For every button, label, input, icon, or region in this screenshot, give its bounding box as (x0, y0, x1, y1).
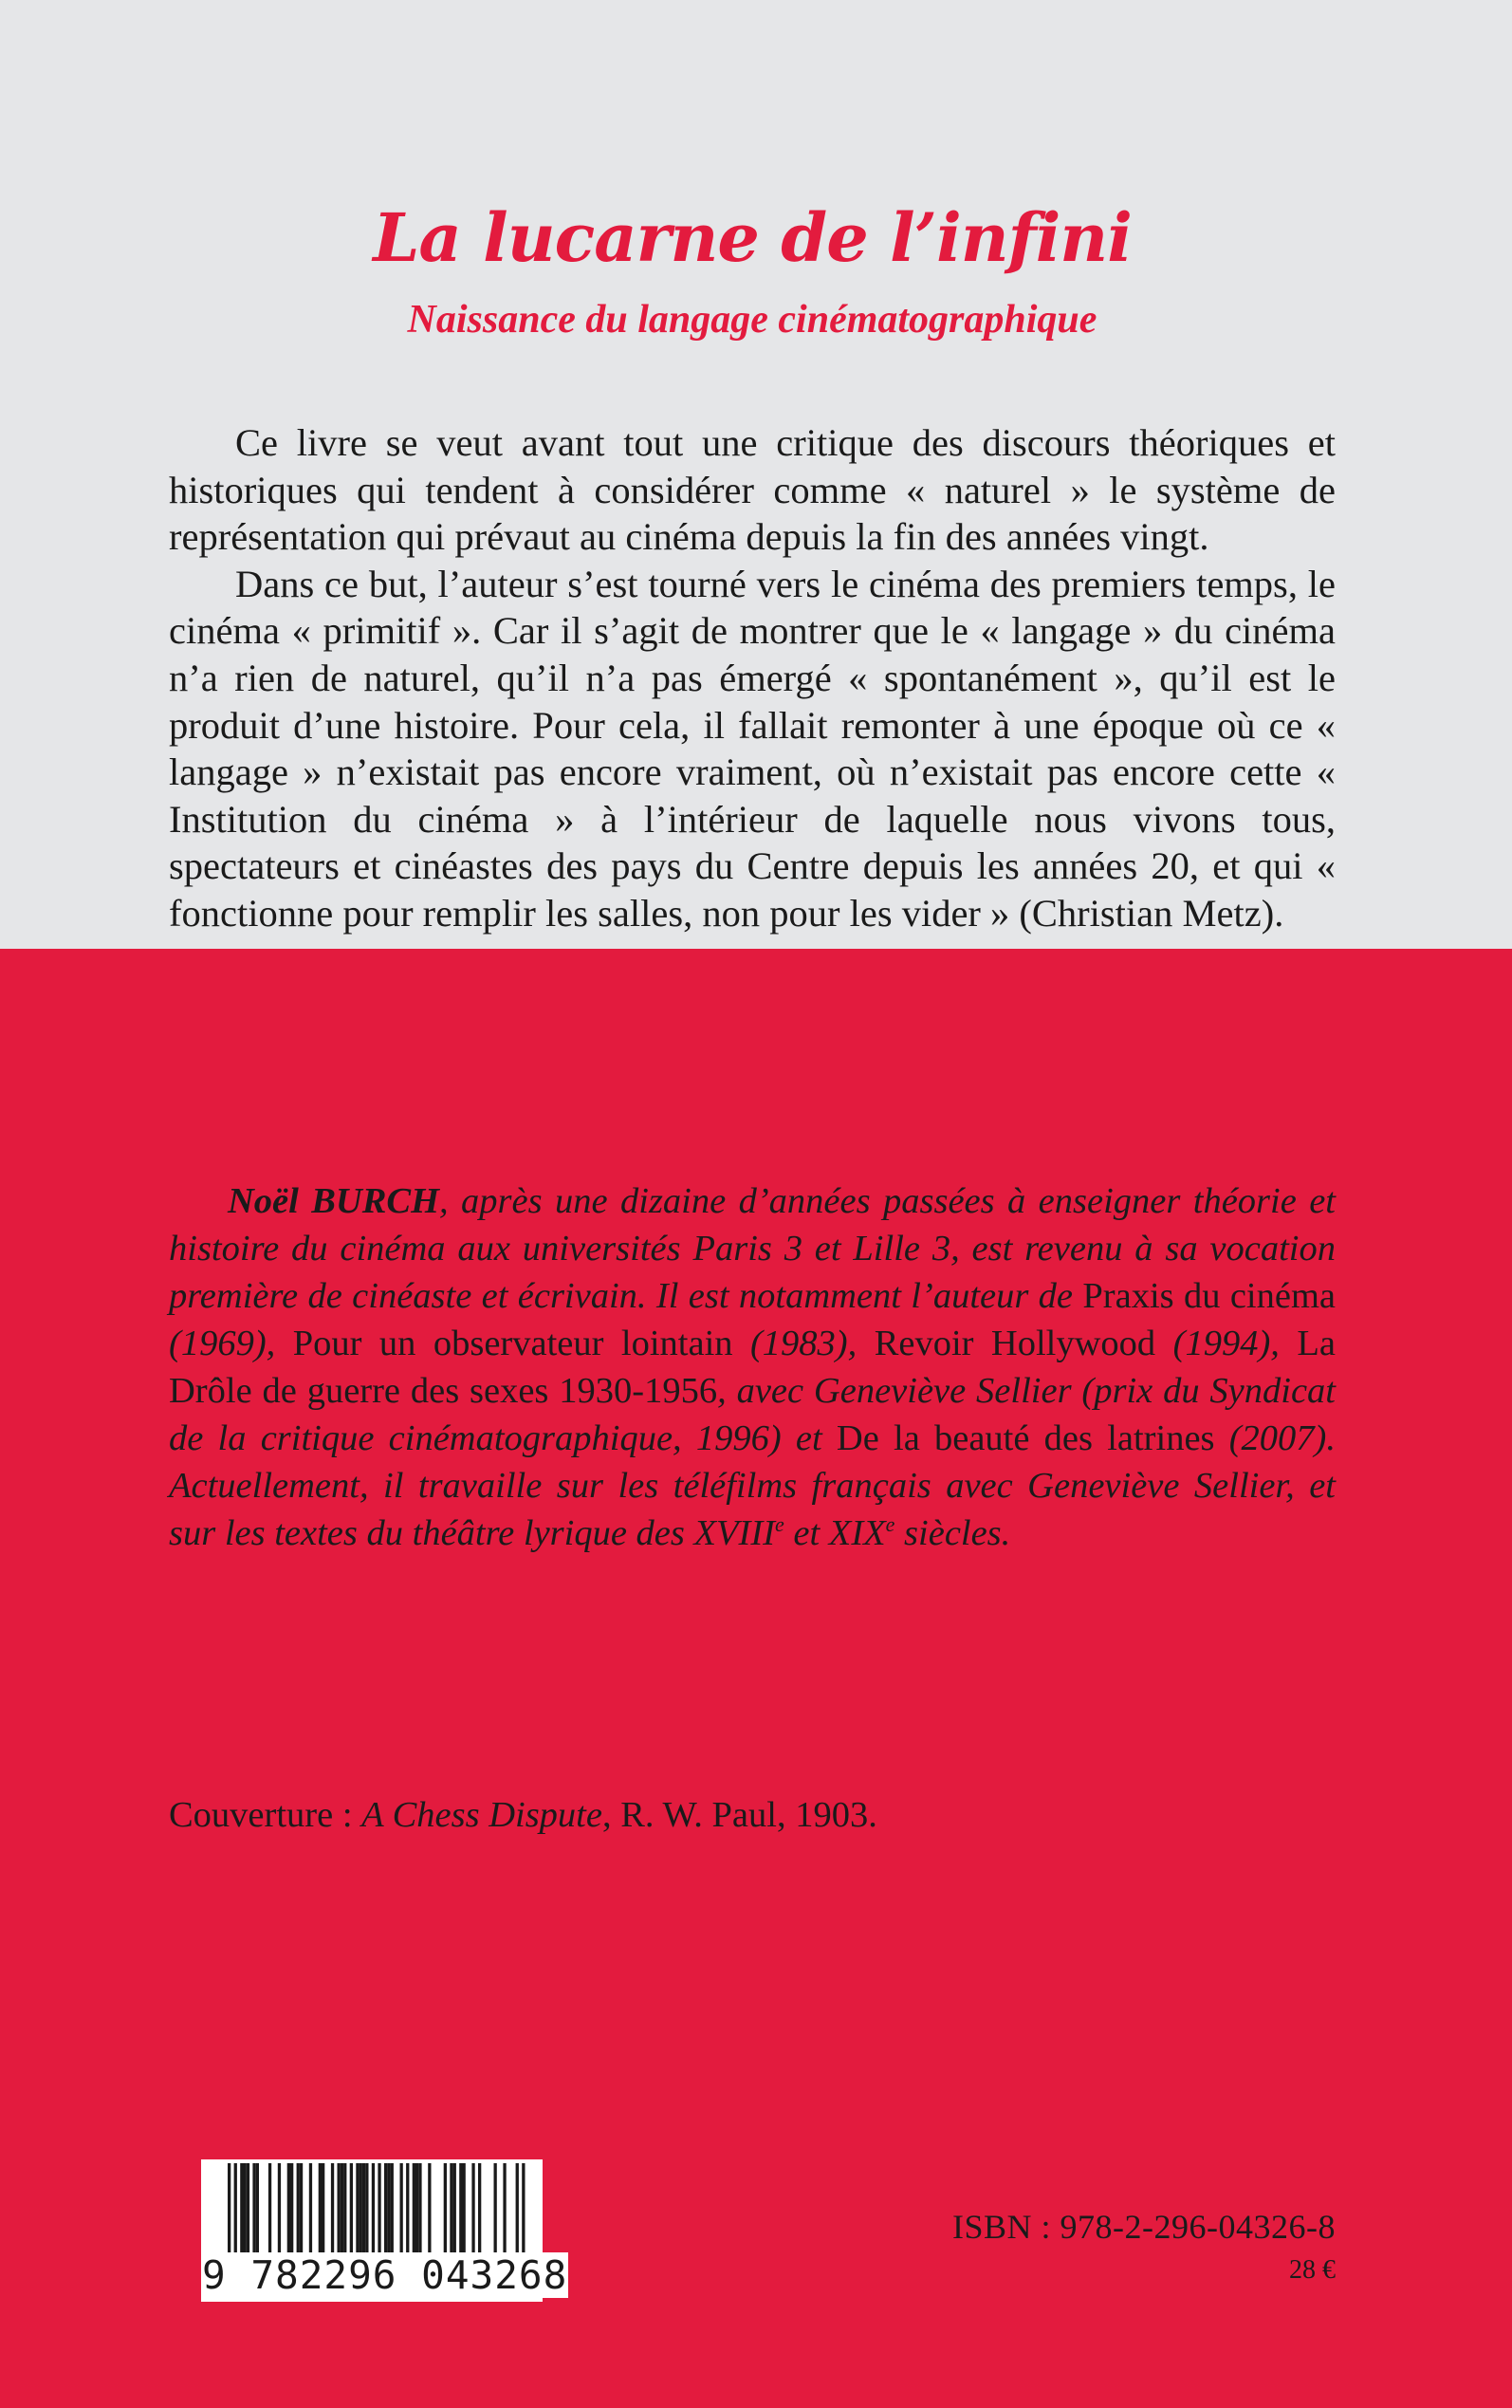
author-bio (169, 1177, 1336, 1557)
barcode-bar (478, 2163, 481, 2254)
book-title: La lucarne de l’infini (373, 198, 1132, 277)
bio-year: (1994), (1155, 1324, 1298, 1363)
barcode-bar (300, 2163, 303, 2254)
barcode-bar (471, 2163, 474, 2254)
barcode-digits-text: 9 782296 043268 (202, 2252, 568, 2298)
barcode-bar (415, 2163, 418, 2254)
barcode-bar (453, 2163, 456, 2254)
barcode-digits (201, 2252, 568, 2298)
barcode-bar (365, 2163, 368, 2254)
bio-year: (1983), (732, 1324, 875, 1363)
barcode-bar (418, 2163, 421, 2254)
barcode-bar (256, 2163, 259, 2254)
barcode-bar (350, 2163, 353, 2254)
bio-superscript: e (885, 1512, 895, 1536)
barcode-bar (240, 2163, 243, 2254)
price: 28 € (1289, 2255, 1336, 2285)
barcode-bar (319, 2163, 322, 2254)
bio-work-title: La Drôle de guerre des sexes 1930-1956 (169, 1324, 1336, 1411)
barcode-bar (278, 2163, 281, 2254)
barcode-bar (268, 2163, 271, 2254)
barcode-bar (463, 2163, 466, 2254)
barcode-bar (391, 2163, 394, 2254)
barcode-bar (459, 2163, 462, 2254)
barcode-bar (338, 2163, 341, 2254)
barcode-bar (400, 2163, 403, 2254)
author-name: Noël BURCH (228, 1181, 440, 1221)
barcode-bar (444, 2163, 447, 2254)
bio-text: (2007). Actuellement, il travaille sur les téléfilms français avec Geneviève Sellier, et sur les textes du théâtre lyrique des XVIII (169, 1418, 1336, 1553)
bio-paragraph (169, 1177, 1336, 1557)
barcode-bar (322, 2163, 324, 2254)
bio-work-title: Pour un observateur lointain (292, 1324, 733, 1363)
barcode-bar (331, 2163, 334, 2254)
cover-credit (169, 1791, 1336, 1839)
bio-work-title: Revoir Hollywood (874, 1324, 1156, 1363)
barcode-bar (360, 2163, 362, 2254)
bio-text: , après une dizaine d’années passées à enseigner théorie et histoire du cinéma aux universités Paris 3 et Lille 3, est revenu à sa vocation première de cinéaste et écrivain. Il est notamment l’auteur de (169, 1181, 1336, 1316)
barcode-bar (494, 2163, 497, 2254)
cover-credit-work: A Chess Dispute (361, 1795, 602, 1835)
bio-text: siècles. (894, 1513, 1011, 1553)
barcode-bar (503, 2163, 506, 2254)
barcode-bar (297, 2163, 300, 2254)
summary-paragraph: Ce livre se veut avant tout une critique des discours théoriques et historiques qui tendent à considérer comme « naturel » le système de représentation qui prévaut au cinéma depuis la fin des années vingt. (169, 421, 1336, 559)
barcode-bar (341, 2163, 343, 2254)
barcode-bar (387, 2163, 390, 2254)
isbn: ISBN : 978-2-296-04326-8 (952, 2208, 1336, 2246)
barcode-bar (252, 2163, 255, 2254)
bio-text: et XIX (784, 1513, 886, 1553)
barcode-bar (428, 2163, 431, 2254)
barcode-bar (309, 2163, 312, 2254)
barcode-bar (343, 2163, 346, 2254)
barcode-bar (406, 2163, 409, 2254)
bio-text: , avec Geneviève Sellier (prix du Syndicat de la critique cinématographique, 1996) et (169, 1371, 1336, 1458)
bio-work-title: De la beauté des latrines (836, 1418, 1215, 1458)
bio-work-title: Praxis du cinéma (1082, 1276, 1336, 1316)
barcode-bar (290, 2163, 293, 2254)
book-summary (169, 419, 1336, 937)
book-subtitle: Naissance du langage cinématographique (407, 298, 1097, 342)
barcode-bar (450, 2163, 452, 2254)
cover-credit-suffix: , R. W. Paul, 1903. (601, 1795, 877, 1835)
cover-credit-prefix: Couverture : (169, 1795, 362, 1835)
barcode-bar (287, 2163, 290, 2254)
bio-year: (1969), (169, 1324, 293, 1363)
barcode-bar (356, 2163, 359, 2254)
barcode-bar (384, 2163, 387, 2254)
barcode-bar (362, 2163, 365, 2254)
barcode-bar (247, 2163, 249, 2254)
barcode-bar (413, 2163, 415, 2254)
barcode-bar (244, 2163, 247, 2254)
summary-paragraph: Dans ce but, l’auteur s’est tourné vers le cinéma des premiers temps, le cinéma « primitif ». Car il s’agit de montrer que le « langage » du cinéma n’a rien de naturel, qu’il n’a pas émergé « spontanément », qu’il est le produit d’une histoire. Pour cela, il fallait remonter à une époque où ce « langage » n’existait pas encore vraiment, où n’existait pas encore cette « Institution du cinéma » à l’intérieur de laquelle nous vivons tous, spectateurs et cinéastes des pays du Centre depuis les années 20, et qui « fonctionne pour remplir les salles, non pour les vider » (Christian Metz). (169, 562, 1336, 935)
bio-superscript: e (775, 1512, 784, 1536)
